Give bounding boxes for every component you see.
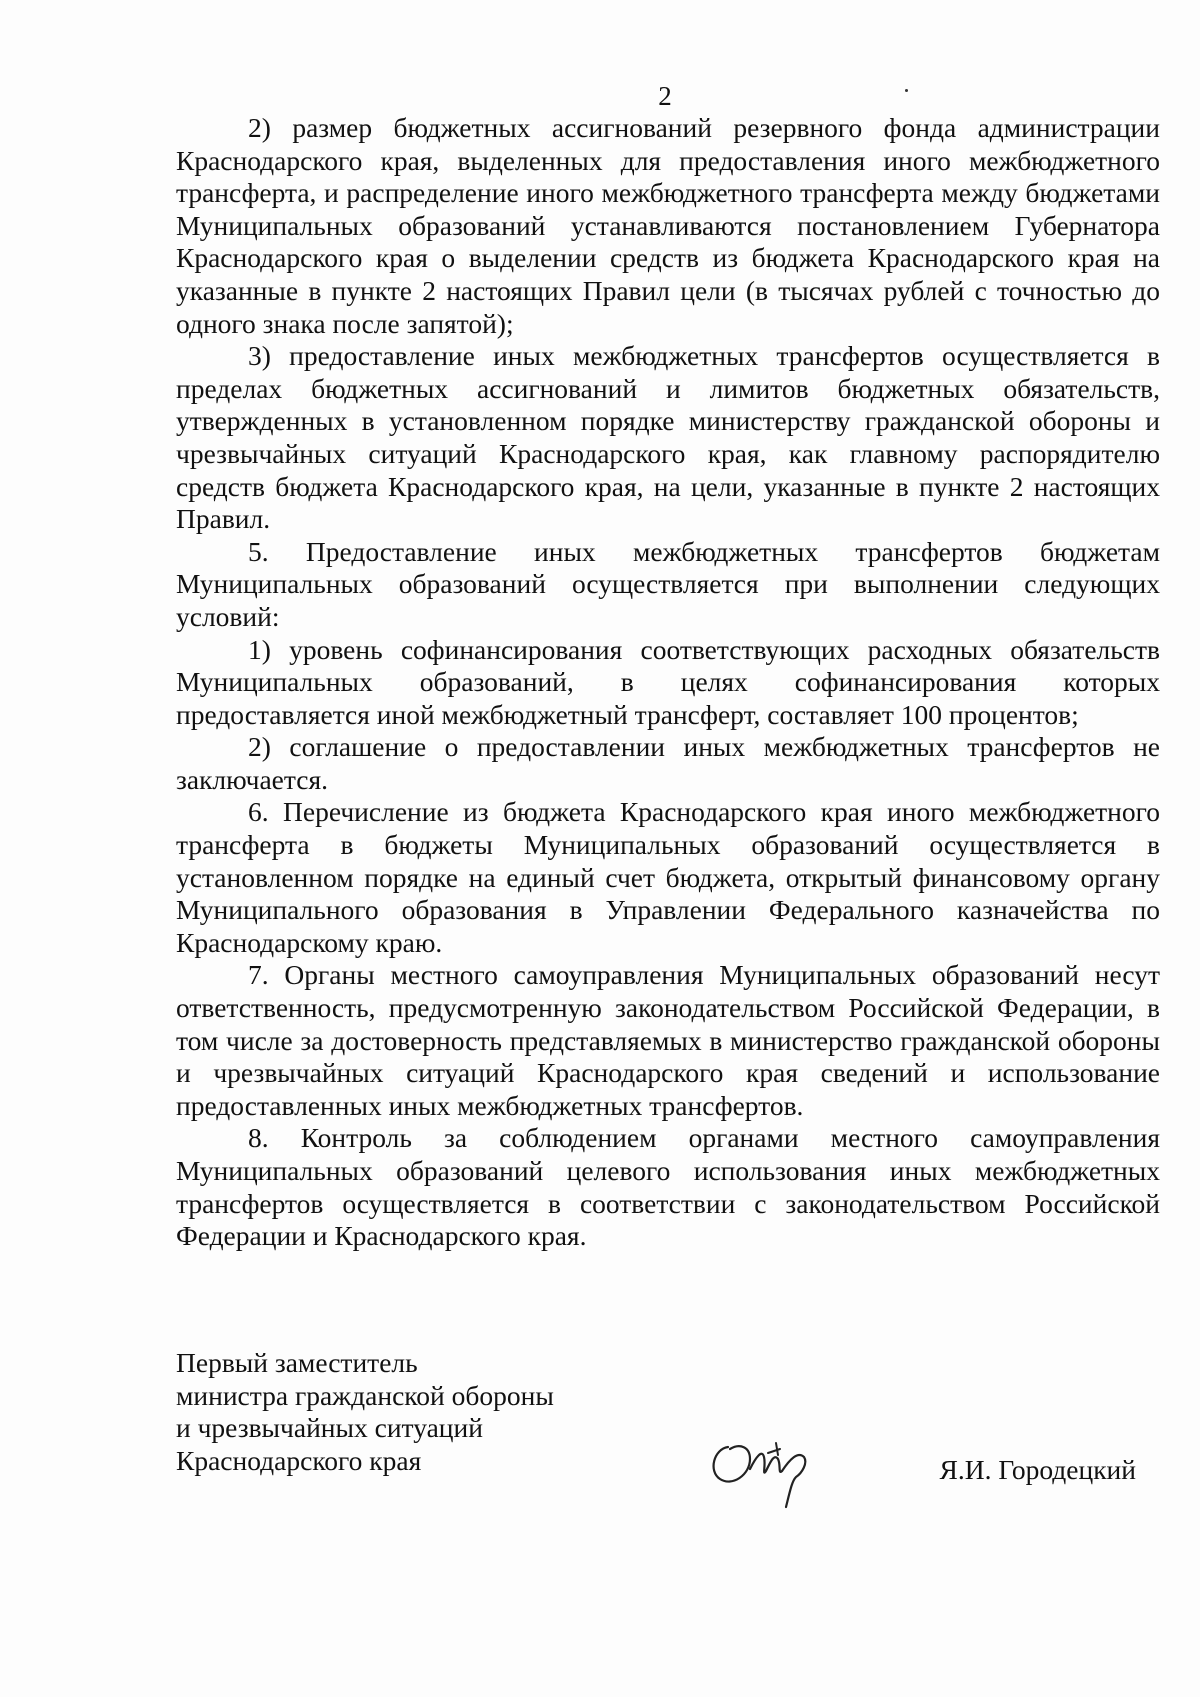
handwritten-signature (706, 1419, 816, 1509)
signatory-title (176, 1347, 554, 1477)
signatory-name: Я.И. Городецкий (939, 1454, 1136, 1485)
paragraph: 3) предоставление иных межбюджетных трансфертов осуществляется в пределах бюджетных ассигнований и лимитов бюджетных обязательств, утвержденных в установленном порядке министерству гражданской обороны и чрезвычайных ситуаций Краснодарского края, как главному распорядителю средств бюджета Краснодарского края, на цели, указанные в пункте 2 настоящих Правил. (176, 340, 1160, 535)
paragraph: 2) соглашение о предоставлении иных межбюджетных трансфертов не заключается. (176, 731, 1160, 795)
signatory-title-line: министра гражданской обороны (176, 1379, 554, 1411)
document-body (176, 112, 1160, 1253)
signature-block (176, 1347, 1160, 1527)
signatory-title-line: и чрезвычайных ситуаций (176, 1412, 483, 1444)
signatory-title-line: Первый заместитель (176, 1347, 418, 1378)
signatory-title-line: Краснодарского края (176, 1444, 422, 1476)
paragraph: 5. Предоставление иных межбюджетных трансфертов бюджетам Муниципальных образований осуществляется при выполнении следующих условий: (176, 535, 1160, 632)
paragraph: 7. Органы местного самоуправления Муниципальных образований несут ответственность, предусмотренную законодательством Российской Федерации, в том числе за достоверность представляемых в министерство гражданской обороны и чрезвычайных ситуаций Краснодарского края сведений и использование предоставленных иных межбюджетных трансфертов. (176, 959, 1160, 1121)
paragraph: 8. Контроль за соблюдением органами местного самоуправления Муниципальных образований целевого использования иных межбюджетных трансфертов осуществляется в соответствии с законодательством Российской Федерации и Краснодарского края. (176, 1122, 1160, 1252)
page-number: 2 (658, 81, 672, 111)
scan-speck (905, 89, 908, 92)
paragraph: 1) уровень софинансирования соответствующих расходных обязательств Муниципальных образований, в целях софинансирования которых предоставляется иной межбюджетный трансферт, составляет 100 процентов; (176, 633, 1160, 730)
paragraph: 2) размер бюджетных ассигнований резервного фонда администрации Краснодарского края, выделенных для предоставления иного межбюджетного трансферта, и распределение иного межбюджетного трансферта между бюджетами Муниципальных образований устанавливаются постановлением Губернатора Краснодарского края о выделении средств из бюджета Краснодарского края на указанные в пункте 2 настоящих Правил цели (в тысячах рублей с точностью до одного знака после запятой); (176, 112, 1160, 339)
paragraph: 6. Перечисление из бюджета Краснодарского края иного межбюджетного трансферта в бюджеты Муниципальных образований осуществляется в установленном порядке на единый счет бюджета, открытый финансовому органу Муниципального образования в Управлении Федерального казначейства по Краснодарскому краю. (176, 796, 1160, 958)
